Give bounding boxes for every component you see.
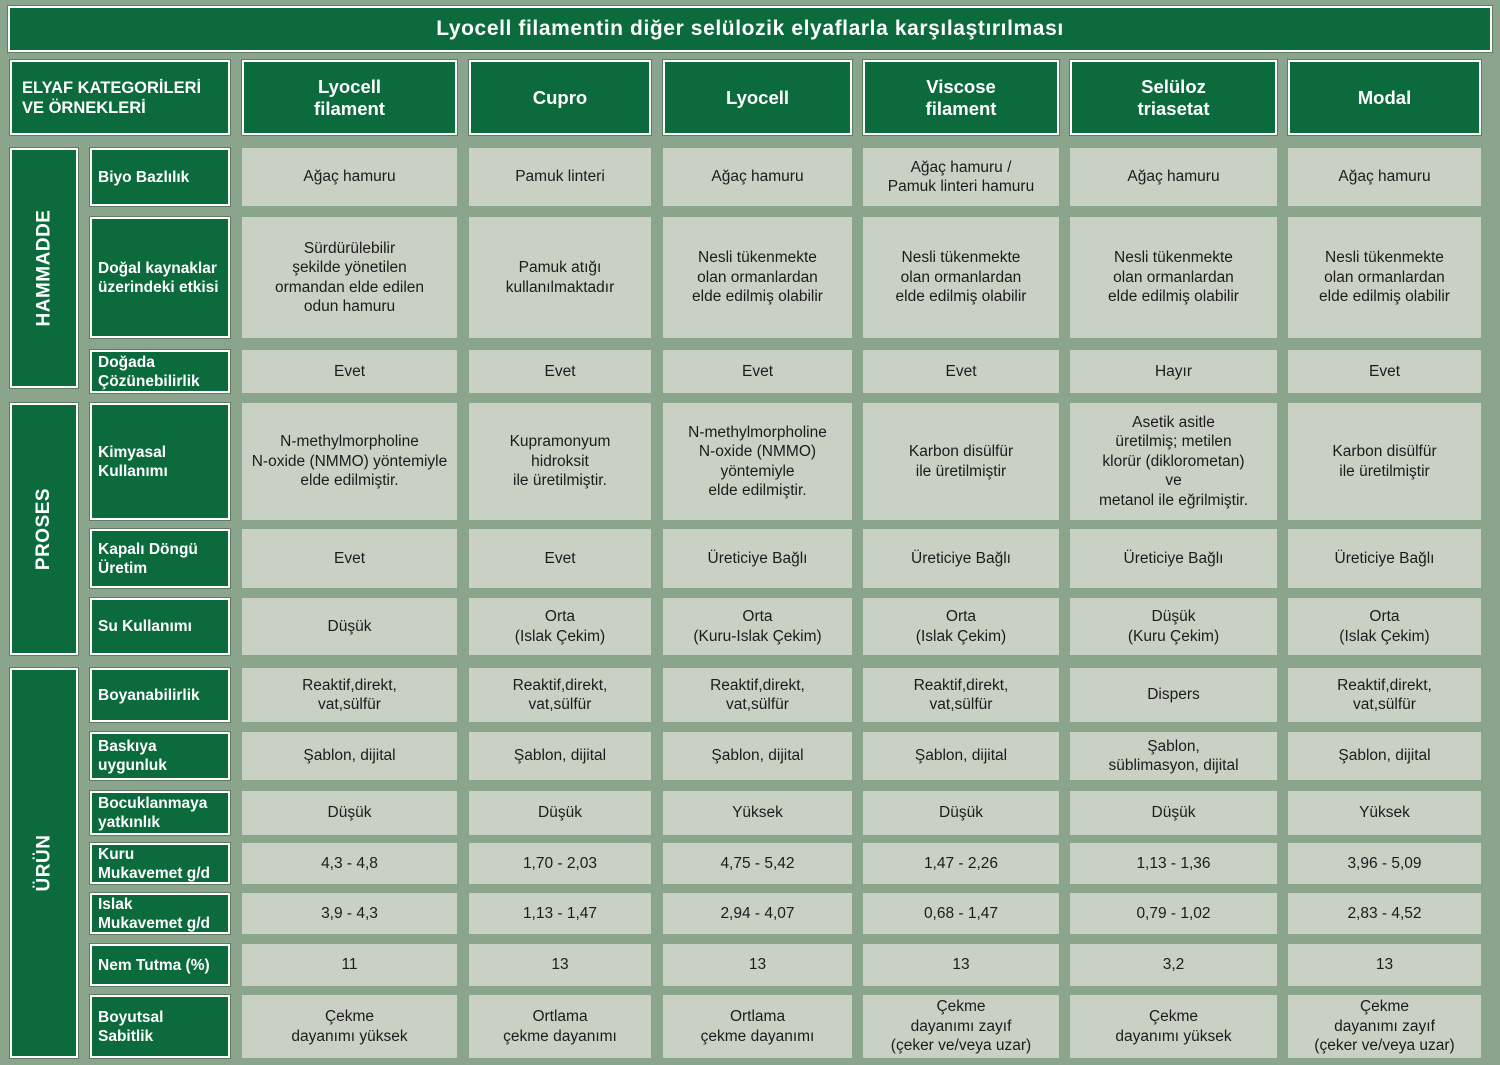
section-label: ÜRÜN — [32, 834, 54, 892]
table-cell: Düşük — [242, 598, 457, 655]
table-cell: 0,79 - 1,02 — [1070, 893, 1277, 934]
table-cell: 2,83 - 4,52 — [1288, 893, 1481, 934]
column-header-4: Viscose filament — [863, 60, 1059, 135]
table-cell: 1,13 - 1,47 — [469, 893, 651, 934]
table-cell: Evet — [469, 529, 651, 588]
table-cell: Üreticiye Bağlı — [663, 529, 852, 588]
table-cell: Nesli tükenmekte olan ormanlardan elde edilmiş olabilir — [1288, 217, 1481, 338]
row-label: Islak Mukavemet g/d — [90, 893, 230, 934]
column-header-5: Selüloz triasetat — [1070, 60, 1277, 135]
table-cell: Evet — [1288, 350, 1481, 393]
row-label: Baskıya uygunluk — [90, 732, 230, 780]
table-cell: Düşük — [1070, 791, 1277, 835]
table-cell: 2,94 - 4,07 — [663, 893, 852, 934]
table-cell: N-methylmorpholine N-oxide (NMMO) yöntemiyle elde edilmiştir. — [242, 403, 457, 520]
table-cell: Reaktif,direkt, vat,sülfür — [663, 668, 852, 722]
table-cell: 3,9 - 4,3 — [242, 893, 457, 934]
table-cell: N-methylmorpholine N-oxide (NMMO) yöntemiyle elde edilmiştir. — [663, 403, 852, 520]
table-cell: Hayır — [1070, 350, 1277, 393]
table-cell: Orta (Kuru-Islak Çekim) — [663, 598, 852, 655]
table-cell: Orta (Islak Çekim) — [863, 598, 1059, 655]
table-cell: Üreticiye Bağlı — [1070, 529, 1277, 588]
table-cell: Düşük — [242, 791, 457, 835]
table-cell: Reaktif,direkt, vat,sülfür — [1288, 668, 1481, 722]
row-label: Doğada Çözünebilirlik — [90, 350, 230, 393]
section-label: PROSES — [33, 487, 55, 571]
table-cell: Orta (Islak Çekim) — [469, 598, 651, 655]
table-cell: Şablon, dijital — [242, 732, 457, 780]
table-cell: Çekme dayanımı yüksek — [1070, 995, 1277, 1058]
table-cell: Reaktif,direkt, vat,sülfür — [242, 668, 457, 722]
table-cell: Ağaç hamuru — [1070, 148, 1277, 206]
table-cell: 13 — [863, 944, 1059, 986]
row-label: Kimyasal Kullanımı — [90, 403, 230, 520]
table-cell: Ağaç hamuru — [663, 148, 852, 206]
section-label: HAMMADDE — [33, 209, 54, 327]
table-cell: 4,3 - 4,8 — [242, 843, 457, 884]
table-cell: 1,47 - 2,26 — [863, 843, 1059, 884]
row-label: Kuru Mukavemet g/d — [90, 843, 230, 884]
table-cell: Pamuk atığı kullanılmaktadır — [469, 217, 651, 338]
table-cell: Ortlama çekme dayanımı — [663, 995, 852, 1058]
table-cell: 13 — [1288, 944, 1481, 986]
column-header-3: Lyocell — [663, 60, 852, 135]
corner-header: ELYAF KATEGORİLERİ VE ÖRNEKLERİ — [10, 60, 230, 135]
table-cell: Kupramonyum hidroksit ile üretilmiştir. — [469, 403, 651, 520]
table-cell: Şablon, süblimasyon, dijital — [1070, 732, 1277, 780]
table-cell: Ağaç hamuru / Pamuk linteri hamuru — [863, 148, 1059, 206]
table-cell: Çekme dayanımı zayıf (çeker ve/veya uzar) — [1288, 995, 1481, 1058]
table-cell: Evet — [242, 529, 457, 588]
row-label: Nem Tutma (%) — [90, 944, 230, 986]
row-label: Boyutsal Sabitlik — [90, 995, 230, 1058]
table-title: Lyocell filamentin diğer selülozik elyaflarla karşılaştırılması — [8, 6, 1492, 52]
table-cell: Şablon, dijital — [863, 732, 1059, 780]
row-label: Doğal kaynaklar üzerindeki etkisi — [90, 217, 230, 338]
table-cell: Dispers — [1070, 668, 1277, 722]
table-cell: Çekme dayanımı yüksek — [242, 995, 457, 1058]
row-label: Su Kullanımı — [90, 598, 230, 655]
table-cell: Düşük — [469, 791, 651, 835]
table-cell: 13 — [469, 944, 651, 986]
table-cell: 3,2 — [1070, 944, 1277, 986]
section-urun — [10, 668, 78, 1058]
table-cell: Şablon, dijital — [1288, 732, 1481, 780]
table-cell: 1,70 - 2,03 — [469, 843, 651, 884]
row-label: Boyanabilirlik — [90, 668, 230, 722]
table-cell: Orta (Islak Çekim) — [1288, 598, 1481, 655]
column-header-1: Lyocell filament — [242, 60, 457, 135]
table-cell: Evet — [663, 350, 852, 393]
table-cell: 0,68 - 1,47 — [863, 893, 1059, 934]
table-cell: Düşük (Kuru Çekim) — [1070, 598, 1277, 655]
table-cell: Ortlama çekme dayanımı — [469, 995, 651, 1058]
table-cell: 3,96 - 5,09 — [1288, 843, 1481, 884]
row-label: Kapalı Döngü Üretim — [90, 529, 230, 588]
table-cell: Ağaç hamuru — [1288, 148, 1481, 206]
table-cell: Şablon, dijital — [469, 732, 651, 780]
table-cell: 4,75 - 5,42 — [663, 843, 852, 884]
table-cell: Nesli tükenmekte olan ormanlardan elde edilmiş olabilir — [663, 217, 852, 338]
table-cell: Asetik asitle üretilmiş; metilen klorür (diklorometan) ve metanol ile eğrilmiştir. — [1070, 403, 1277, 520]
column-header-6: Modal — [1288, 60, 1481, 135]
row-label: Bocuklanmaya yatkınlık — [90, 791, 230, 835]
table-cell: Yüksek — [1288, 791, 1481, 835]
table-cell: 1,13 - 1,36 — [1070, 843, 1277, 884]
table-cell: Karbon disülfür ile üretilmiştir — [1288, 403, 1481, 520]
table-cell: 11 — [242, 944, 457, 986]
section-hammadde — [10, 148, 78, 388]
row-label: Biyo Bazlılık — [90, 148, 230, 206]
table-cell: Reaktif,direkt, vat,sülfür — [863, 668, 1059, 722]
table-cell: Üreticiye Bağlı — [1288, 529, 1481, 588]
table-cell: Pamuk linteri — [469, 148, 651, 206]
table-cell: Sürdürülebilir şekilde yönetilen ormandan elde edilen odun hamuru — [242, 217, 457, 338]
table-cell: Yüksek — [663, 791, 852, 835]
table-cell: 13 — [663, 944, 852, 986]
table-cell: Çekme dayanımı zayıf (çeker ve/veya uzar) — [863, 995, 1059, 1058]
table-cell: Evet — [242, 350, 457, 393]
section-proses — [10, 403, 78, 655]
table-cell: Şablon, dijital — [663, 732, 852, 780]
table-cell: Üreticiye Bağlı — [863, 529, 1059, 588]
table-cell: Düşük — [863, 791, 1059, 835]
table-cell: Ağaç hamuru — [242, 148, 457, 206]
table-cell: Karbon disülfür ile üretilmiştir — [863, 403, 1059, 520]
table-cell: Nesli tükenmekte olan ormanlardan elde edilmiş olabilir — [1070, 217, 1277, 338]
column-header-2: Cupro — [469, 60, 651, 135]
table-cell: Evet — [469, 350, 651, 393]
table-cell: Evet — [863, 350, 1059, 393]
table-cell: Reaktif,direkt, vat,sülfür — [469, 668, 651, 722]
table-cell: Nesli tükenmekte olan ormanlardan elde edilmiş olabilir — [863, 217, 1059, 338]
